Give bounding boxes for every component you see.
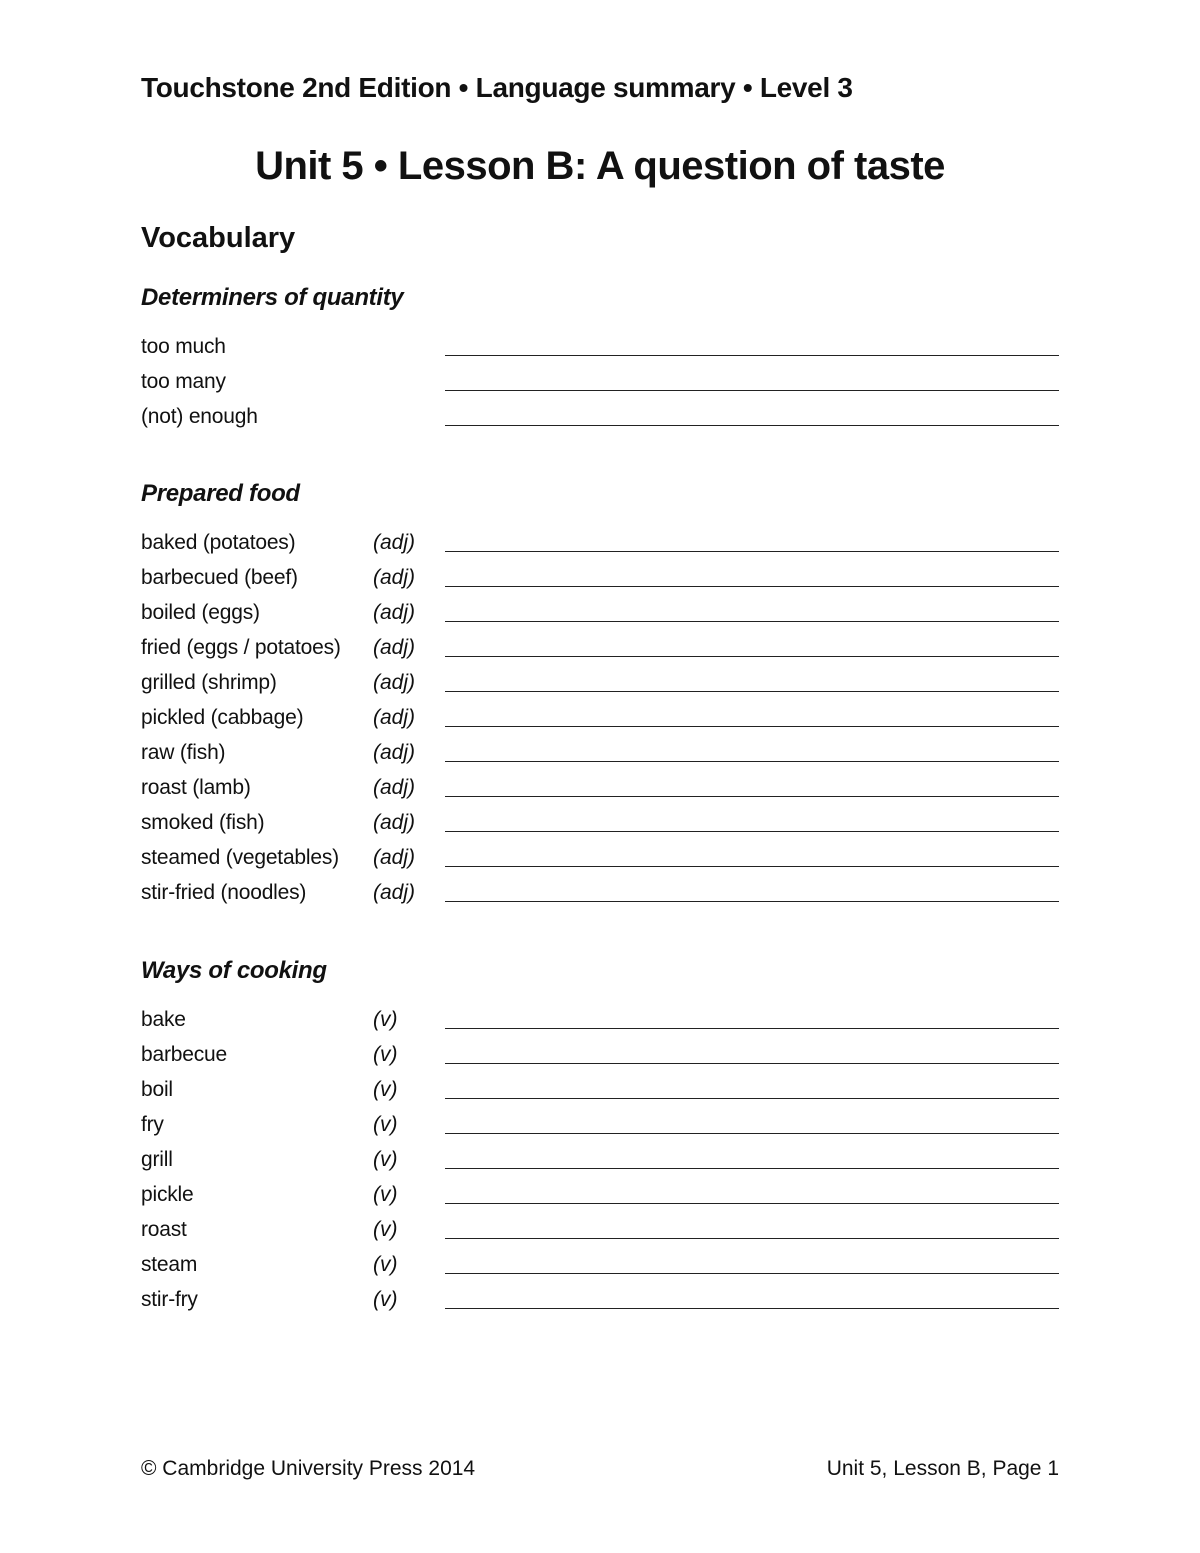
answer-line[interactable] [445, 866, 1059, 867]
vocab-term: fry [141, 1113, 164, 1136]
group-heading-prepared-food: Prepared food [141, 480, 300, 507]
vocab-row [0, 1007, 1200, 1042]
vocab-term: too many [141, 370, 226, 393]
footer-copyright: © Cambridge University Press 2014 [141, 1457, 476, 1480]
answer-line[interactable] [445, 355, 1059, 356]
vocab-term: barbecue [141, 1043, 227, 1066]
part-of-speech: (adj) [373, 846, 416, 869]
part-of-speech: (v) [373, 1253, 398, 1276]
answer-line[interactable] [445, 1098, 1059, 1099]
vocab-row [0, 404, 1200, 439]
answer-line[interactable] [445, 1273, 1059, 1274]
footer-page-number: Unit 5, Lesson B, Page 1 [826, 1457, 1059, 1480]
vocab-term: roast (lamb) [141, 776, 251, 799]
answer-line[interactable] [445, 656, 1059, 657]
page-title: Unit 5 • Lesson B: A question of taste [255, 144, 945, 188]
vocab-term: (not) enough [141, 405, 258, 428]
vocab-row [0, 810, 1200, 845]
answer-line[interactable] [445, 691, 1059, 692]
answer-line[interactable] [445, 1238, 1059, 1239]
part-of-speech: (v) [373, 1148, 398, 1171]
vocab-term: grilled (shrimp) [141, 671, 277, 694]
vocab-row [0, 1077, 1200, 1112]
answer-line[interactable] [445, 1063, 1059, 1064]
vocab-term: steam [141, 1253, 198, 1276]
vocab-term: boiled (eggs) [141, 601, 260, 624]
group-heading-ways-of-cooking: Ways of cooking [141, 957, 327, 984]
vocab-row [0, 1252, 1200, 1287]
section-heading-vocabulary: Vocabulary [141, 222, 296, 254]
vocab-row [0, 845, 1200, 880]
vocab-term: raw (fish) [141, 741, 226, 764]
vocab-row [0, 880, 1200, 915]
vocab-row [0, 565, 1200, 600]
vocab-row [0, 670, 1200, 705]
vocab-term: smoked (fish) [141, 811, 265, 834]
part-of-speech: (adj) [373, 636, 416, 659]
part-of-speech: (v) [373, 1288, 398, 1311]
part-of-speech: (v) [373, 1043, 398, 1066]
part-of-speech: (adj) [373, 706, 416, 729]
part-of-speech: (adj) [373, 671, 416, 694]
vocab-term: pickled (cabbage) [141, 706, 304, 729]
vocab-row [0, 740, 1200, 775]
part-of-speech: (v) [373, 1008, 398, 1031]
vocab-row [0, 775, 1200, 810]
vocab-row [0, 1112, 1200, 1147]
part-of-speech: (adj) [373, 776, 416, 799]
part-of-speech: (adj) [373, 811, 416, 834]
part-of-speech: (adj) [373, 566, 416, 589]
answer-line[interactable] [445, 901, 1059, 902]
document-header: Touchstone 2nd Edition • Language summary • Level 3 [141, 72, 853, 103]
vocab-row [0, 635, 1200, 670]
vocab-term: barbecued (beef) [141, 566, 298, 589]
vocab-term: baked (potatoes) [141, 531, 296, 554]
vocab-term: steamed (vegetables) [141, 846, 339, 869]
answer-line[interactable] [445, 586, 1059, 587]
answer-line[interactable] [445, 1308, 1059, 1309]
vocab-term: bake [141, 1008, 186, 1031]
vocab-row [0, 1217, 1200, 1252]
answer-line[interactable] [445, 1028, 1059, 1029]
answer-line[interactable] [445, 831, 1059, 832]
part-of-speech: (v) [373, 1113, 398, 1136]
answer-line[interactable] [445, 796, 1059, 797]
vocab-row [0, 1147, 1200, 1182]
part-of-speech: (adj) [373, 881, 416, 904]
vocab-term: fried (eggs / potatoes) [141, 636, 341, 659]
vocab-row [0, 705, 1200, 740]
answer-line[interactable] [445, 1133, 1059, 1134]
answer-line[interactable] [445, 1203, 1059, 1204]
answer-line[interactable] [445, 621, 1059, 622]
vocab-term: pickle [141, 1183, 194, 1206]
answer-line[interactable] [445, 390, 1059, 391]
part-of-speech: (adj) [373, 741, 416, 764]
group-heading-determiners: Determiners of quantity [141, 284, 404, 311]
vocab-row [0, 334, 1200, 369]
vocab-row [0, 1182, 1200, 1217]
part-of-speech: (v) [373, 1183, 398, 1206]
vocab-row [0, 600, 1200, 635]
answer-line[interactable] [445, 761, 1059, 762]
vocab-row [0, 369, 1200, 404]
vocab-term: too much [141, 335, 226, 358]
answer-line[interactable] [445, 1168, 1059, 1169]
answer-line[interactable] [445, 726, 1059, 727]
vocab-term: stir-fry [141, 1288, 198, 1311]
part-of-speech: (v) [373, 1218, 398, 1241]
part-of-speech: (adj) [373, 531, 416, 554]
vocab-term: stir-fried (noodles) [141, 881, 307, 904]
vocab-row [0, 530, 1200, 565]
answer-line[interactable] [445, 425, 1059, 426]
vocab-row [0, 1287, 1200, 1322]
vocab-term: grill [141, 1148, 173, 1171]
vocab-row [0, 1042, 1200, 1077]
vocab-term: roast [141, 1218, 187, 1241]
part-of-speech: (v) [373, 1078, 398, 1101]
answer-line[interactable] [445, 551, 1059, 552]
vocab-term: boil [141, 1078, 173, 1101]
part-of-speech: (adj) [373, 601, 416, 624]
